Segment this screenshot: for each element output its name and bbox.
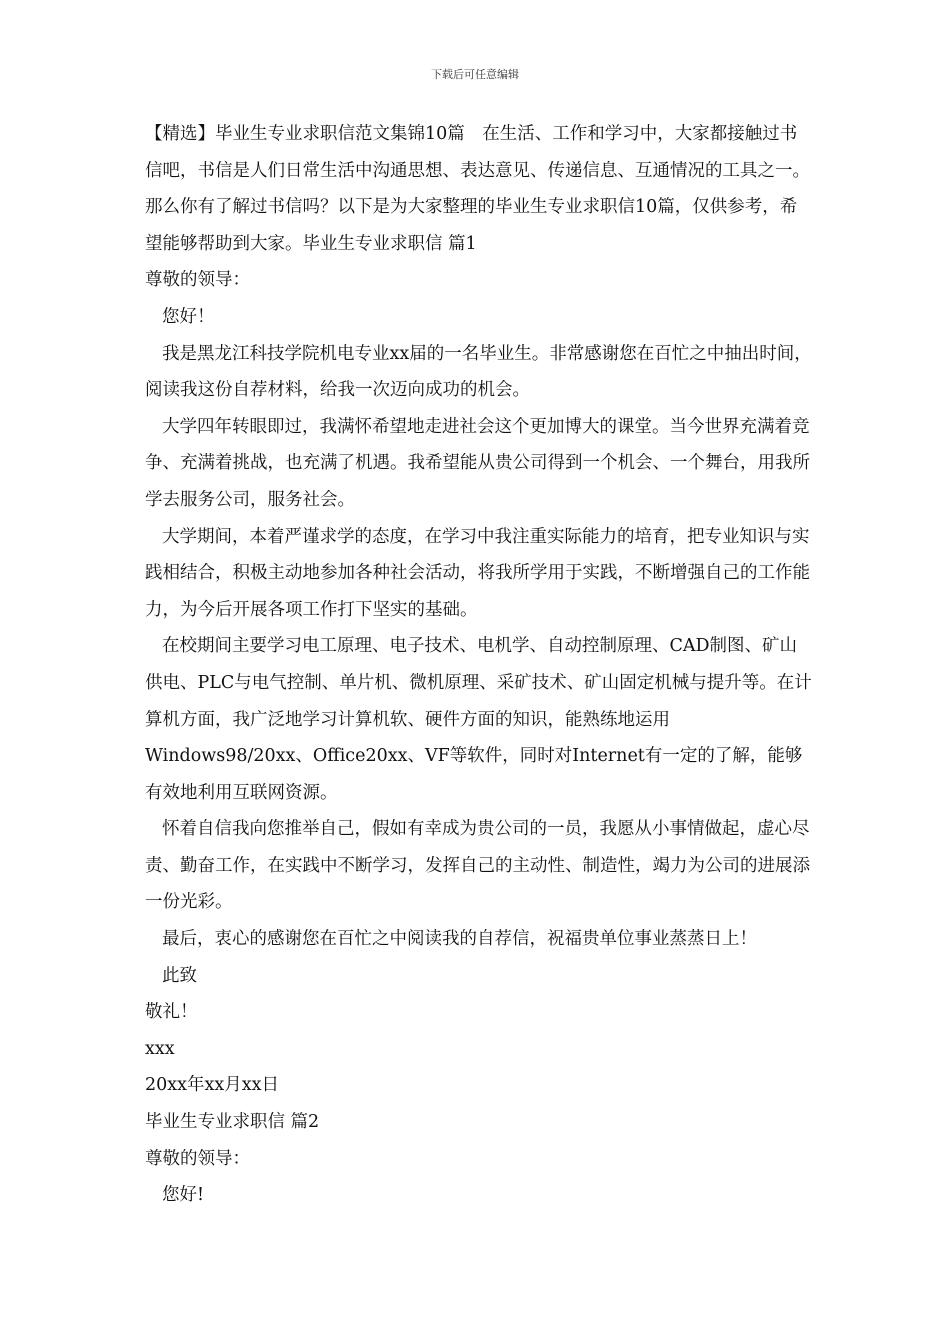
closing-paragraph: 最后，衷心的感谢您在百忙之中阅读我的自荐信，祝福贵单位事业蒸蒸日上！ — [162, 929, 757, 950]
body-paragraph: 我是黑龙江科技学院机电专业xx届的一名毕业生。非常感谢您在百忙之中抽出时间，阅读我这份自荐材料，给我一次迈向成功的机会。 — [145, 343, 812, 401]
closing-phrase: 此致 — [162, 965, 197, 986]
body-paragraph: 怀着自信我向您推举自己，假如有幸成为贵公司的一员，我愿从小事情做起，虚心尽责、勤奋工作，在实践中不断学习，发挥自己的主动性、制造性，竭力为公司的进展添一份光彩。 — [145, 819, 810, 913]
salutation: 尊敬的领导： — [145, 270, 250, 291]
section-heading: 毕业生专业求职信 篇2 — [145, 1112, 320, 1133]
signature-date: 20xx年xx月xx日 — [145, 1075, 279, 1096]
closing-salute: 敬礼！ — [145, 1002, 198, 1023]
body-paragraph: 在校期间主要学习电工原理、电子技术、电机学、自动控制原理、CAD制图、矿山供电、PLC与电气控制、单片机、微机原理、采矿技术、矿山固定机械与提升等。在计算机方面，我广泛地学习计算机软、硬件方面的知识，能熟练地运用Windows98/20xx、Office20xx、VF等软件，同时对Internet有一定的了解，能够有效地利用互联网资源。 — [145, 636, 812, 803]
document-body — [145, 116, 813, 1214]
greeting: 您好! — [162, 1185, 205, 1206]
salutation: 尊敬的领导： — [145, 1148, 250, 1169]
greeting: 您好！ — [162, 306, 215, 327]
signature-name: xxx — [145, 1038, 175, 1059]
body-paragraph: 大学四年转眼即过，我满怀希望地走进社会这个更加博大的课堂。当今世界充满着竞争、充满着挑战，也充满了机遇。我希望能从贵公司得到一个机会、一个舞台，用我所学去服务公司，服务社会。 — [145, 416, 810, 510]
intro-paragraph: 【精选】毕业生专业求职信范文集锦10篇 在生活、工作和学习中，大家都接触过书信吧，书信是人们日常生活中沟通思想、表达意见、传递信息、互通情况的工具之一。那么你有了解过书信吗？以下是为大家整理的毕业生专业求职信10篇，仅供参考，希望能够帮助到大家。毕业生专业求职信 篇1 — [145, 124, 810, 254]
body-paragraph: 大学期间，本着严谨求学的态度，在学习中我注重实际能力的培育，把专业知识与实践相结合，积极主动地参加各种社会活动，将我所学用于实践，不断增强自己的工作能力，为今后开展各项工作打下坚实的基础。 — [145, 526, 810, 620]
page-header: 下载后可任意编辑 — [431, 68, 519, 81]
